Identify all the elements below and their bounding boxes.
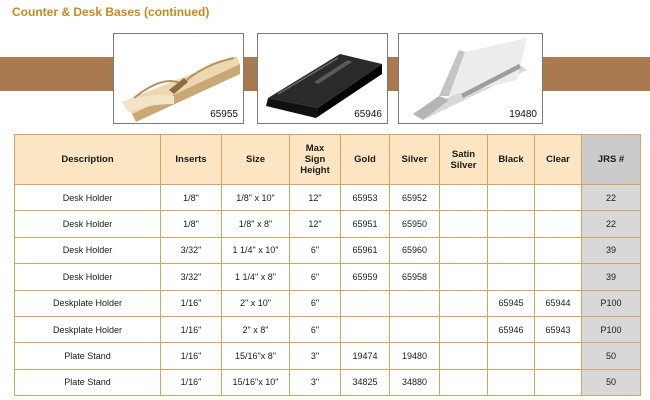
cell-inserts: 1/8" (161, 211, 222, 237)
cell-black (488, 185, 535, 211)
cell-gold: 34825 (341, 369, 390, 395)
cell-inserts: 1/16" (161, 343, 222, 369)
cell-clear (535, 264, 582, 290)
cell-satin-silver (440, 185, 488, 211)
cell-inserts: 1/16" (161, 290, 222, 316)
table-row (15, 211, 641, 237)
cell-clear: 65943 (535, 316, 582, 342)
cell-inserts: 1/8" (161, 185, 222, 211)
product-photo-gold (113, 33, 244, 124)
cell-description: Desk Holder (15, 264, 161, 290)
cell-jrs: 50 (582, 343, 641, 369)
cell-clear (535, 185, 582, 211)
cell-jrs: 22 (582, 185, 641, 211)
cell-satin-silver (440, 237, 488, 263)
cell-jrs: 39 (582, 264, 641, 290)
product-photo-black (257, 33, 388, 124)
page-title: Counter & Desk Bases (continued) (12, 5, 210, 19)
cell-size: 1/8" x 8" (222, 211, 290, 237)
cell-inserts: 1/16" (161, 369, 222, 395)
cell-gold: 19474 (341, 343, 390, 369)
cell-description: Desk Holder (15, 185, 161, 211)
cell-size: 1/8" x 10" (222, 185, 290, 211)
cell-max-height: 6" (290, 237, 341, 263)
cell-max-height: 6" (290, 264, 341, 290)
cell-silver: 65958 (390, 264, 440, 290)
cell-satin-silver (440, 316, 488, 342)
cell-clear (535, 343, 582, 369)
cell-satin-silver (440, 343, 488, 369)
cell-size: 2" x 8" (222, 316, 290, 342)
table-header-row (15, 135, 641, 185)
cell-description: Plate Stand (15, 343, 161, 369)
table-row (15, 343, 641, 369)
header-satin-silver: Satin Silver (440, 135, 488, 185)
table-row (15, 237, 641, 263)
cell-max-height: 12" (290, 211, 341, 237)
cell-silver (390, 290, 440, 316)
cell-max-height: 12" (290, 185, 341, 211)
cell-silver: 65950 (390, 211, 440, 237)
header-clear: Clear (535, 135, 582, 185)
cell-satin-silver (440, 369, 488, 395)
header-jrs: JRS # (582, 135, 641, 185)
cell-black (488, 237, 535, 263)
cell-max-height: 6" (290, 290, 341, 316)
cell-inserts: 3/32" (161, 237, 222, 263)
cell-size: 1 1/4" x 10" (222, 237, 290, 263)
cell-silver: 19480 (390, 343, 440, 369)
cell-satin-silver (440, 211, 488, 237)
photo-label: 65946 (354, 109, 382, 120)
cell-gold: 65951 (341, 211, 390, 237)
cell-black: 65946 (488, 316, 535, 342)
cell-black: 65945 (488, 290, 535, 316)
cell-clear (535, 369, 582, 395)
table-row (15, 185, 641, 211)
cell-inserts: 1/16" (161, 316, 222, 342)
header-max-sign-height: Max Sign Height (290, 135, 341, 185)
cell-jrs: P100 (582, 290, 641, 316)
header-size: Size (222, 135, 290, 185)
cell-silver: 34880 (390, 369, 440, 395)
cell-description: Desk Holder (15, 237, 161, 263)
cell-jrs: 50 (582, 369, 641, 395)
product-photo-silver (398, 33, 543, 124)
cell-description: Desk Holder (15, 211, 161, 237)
cell-clear: 65944 (535, 290, 582, 316)
cell-silver (390, 316, 440, 342)
cell-jrs: 22 (582, 211, 641, 237)
cell-silver: 65952 (390, 185, 440, 211)
cell-jrs: 39 (582, 237, 641, 263)
cell-jrs: P100 (582, 316, 641, 342)
cell-gold: 65959 (341, 264, 390, 290)
cell-clear (535, 237, 582, 263)
cell-size: 2" x 10" (222, 290, 290, 316)
cell-gold (341, 290, 390, 316)
table-row (15, 290, 641, 316)
cell-description: Deskplate Holder (15, 316, 161, 342)
photo-label: 65955 (210, 109, 238, 120)
cell-max-height: 3" (290, 369, 341, 395)
header-description: Description (15, 135, 161, 185)
cell-gold: 65953 (341, 185, 390, 211)
product-table (14, 134, 641, 396)
header-gold: Gold (341, 135, 390, 185)
cell-black (488, 211, 535, 237)
cell-size: 15/16"x 8" (222, 343, 290, 369)
cell-black (488, 343, 535, 369)
cell-satin-silver (440, 290, 488, 316)
cell-inserts: 3/32" (161, 264, 222, 290)
cell-satin-silver (440, 264, 488, 290)
cell-black (488, 369, 535, 395)
cell-gold: 65961 (341, 237, 390, 263)
header-black: Black (488, 135, 535, 185)
cell-size: 1 1/4" x 8" (222, 264, 290, 290)
cell-gold (341, 316, 390, 342)
cell-black (488, 264, 535, 290)
table-row (15, 264, 641, 290)
cell-silver: 65960 (390, 237, 440, 263)
photo-label: 19480 (509, 109, 537, 120)
table-row (15, 369, 641, 395)
cell-clear (535, 211, 582, 237)
cell-max-height: 6" (290, 316, 341, 342)
cell-size: 15/16"x 10" (222, 369, 290, 395)
cell-max-height: 3" (290, 343, 341, 369)
header-silver: Silver (390, 135, 440, 185)
header-inserts: Inserts (161, 135, 222, 185)
cell-description: Deskplate Holder (15, 290, 161, 316)
cell-description: Plate Stand (15, 369, 161, 395)
table-row (15, 316, 641, 342)
